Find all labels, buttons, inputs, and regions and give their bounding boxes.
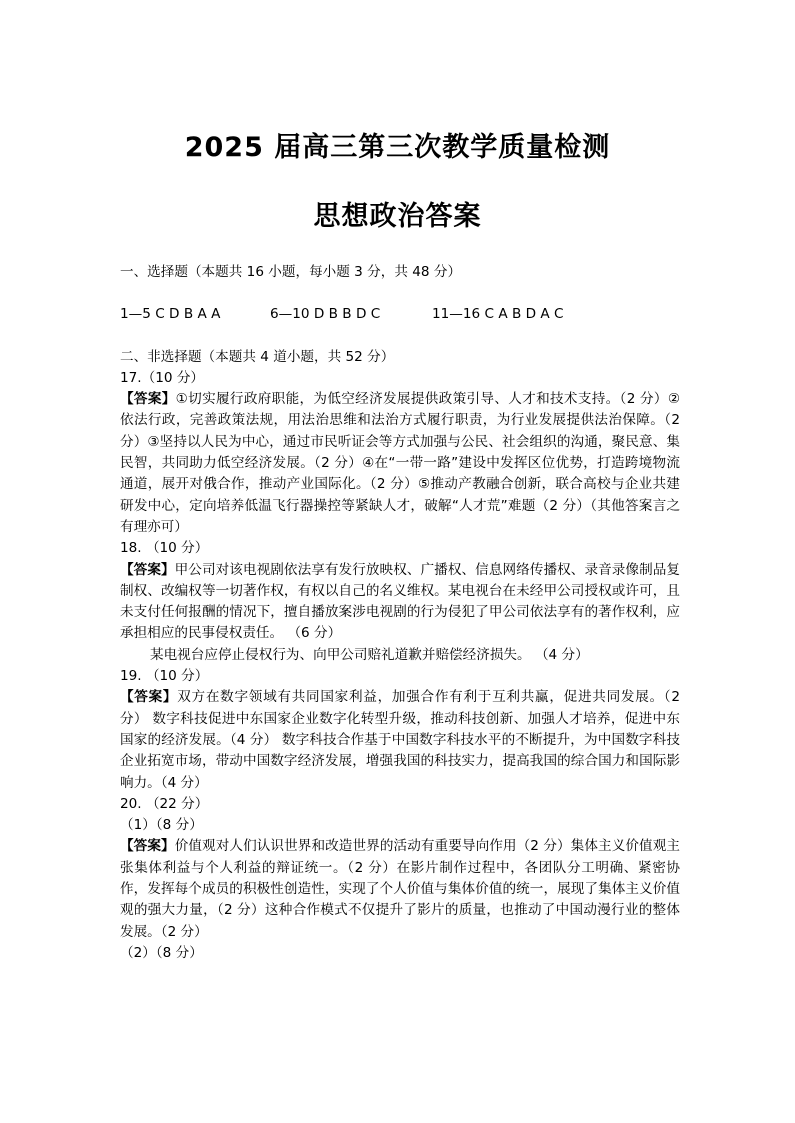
answer-label: 【答案】 bbox=[120, 689, 178, 706]
q17-number: 17.（10 分） bbox=[120, 369, 205, 386]
q18-answer-text-2: 某电视台应停止侵权行为、向甲公司赔礼道歉并赔偿经济损失。 （4 分） bbox=[150, 646, 589, 663]
choice-group-3: 11—16 C A B D A C bbox=[432, 306, 564, 323]
q18-number: 18. （10 分） bbox=[120, 540, 209, 557]
q17-answer-text: ①切实履行政府职能，为低空经济发展提供政策引导、人才和技术支持。（2 分）②依法行政，完善政策法规，用法治思维和法治方式履行职责，为行业发展提供法治保障。（2 分）③坚持以人民为中心，通过市民听证会等方式加强与公民、社会组织的沟通，聚民意、集民智，共同助力低空经济发展。（2 分）④在“一带一路”建设中发挥区位优势，打造跨境物流通道，展开对俄合作，推动产业国际化。（2 分）⑤推动产教融合创新，联合高校与企业共建研发中心，定向培养低温飞行器操控等紧缺人才，破解“人才荒”难题（2 分）（其他答案言之有理亦可） bbox=[120, 391, 681, 535]
q20-sub2-label: （2）（8 分） bbox=[120, 944, 203, 961]
section2-heading: 二、非选择题（本题共 4 道小题，共 52 分） bbox=[120, 348, 395, 365]
q18-answer-text: 甲公司对该电视剧依法享有发行放映权、广播权、信息网络传播权、录音录像制品复制权、改编权等一切著作权，有权以自己的名义维权。某电视台在未经甲公司授权或许可，且未支付任何报酬的情况下，擅自播放案涉电视剧的行为侵犯了甲公司依法享有的著作权利，应承担相应的民事侵权责任。 （6 分） bbox=[120, 561, 680, 642]
choice-group-2: 6—10 D B B D C bbox=[270, 306, 381, 323]
choice-group-1: 1—5 C D B A A bbox=[120, 306, 221, 323]
answer-label: 【答案】 bbox=[120, 391, 176, 408]
subject-title: 思想政治答案 bbox=[313, 201, 482, 232]
answer-content bbox=[120, 262, 680, 964]
q20-answer-text: 价值观对人们认识世界和改造世界的活动有重要导向作用（2 分）集体主义价值观主张集体利益与个人利益的辩证统一。（2 分）在影片制作过程中，各团队分工明确、紧密协作，发挥每个成员的积极性创造性，实现了个人价值与集体价值的统一，展现了集体主义价值观的强大力量，（2 分）这种合作模式不仅提升了影片的质量，也推动了中国动漫行业的整体发展。（2 分） bbox=[120, 838, 680, 940]
exam-title: 2025 届高三第三次教学质量检测 bbox=[184, 132, 611, 163]
q20-sub1-label: （1）（8 分） bbox=[120, 817, 203, 834]
q19-number: 19. （10 分） bbox=[120, 668, 209, 685]
q19-answer bbox=[120, 687, 680, 793]
q19-answer-text: 双方在数字领域有共同国家利益，加强合作有利于互利共赢，促进共同发展。（2 分） 数字科技促进中东国家企业数字化转型升级，推动科技创新、加强人才培养，促进中东国家的经济发展。（4 分） 数字科技合作基于中国数字科技水平的不断提升，为中国数字科技企业拓宽市场，带动中国数字经济发展，增强我国的科技实力，提高我国的综合国力和国际影响力。（4 分） bbox=[120, 689, 680, 791]
q18-answer bbox=[120, 560, 680, 645]
answer-label: 【答案】 bbox=[120, 838, 175, 855]
q17-answer bbox=[120, 389, 680, 538]
section1-heading: 一、选择题（本题共 16 小题，每小题 3 分，共 48 分） bbox=[120, 264, 462, 280]
q20-number: 20. （22 分） bbox=[120, 795, 209, 812]
q20-answer bbox=[120, 836, 680, 942]
choice-answers bbox=[120, 304, 680, 325]
answer-label: 【答案】 bbox=[120, 561, 175, 578]
